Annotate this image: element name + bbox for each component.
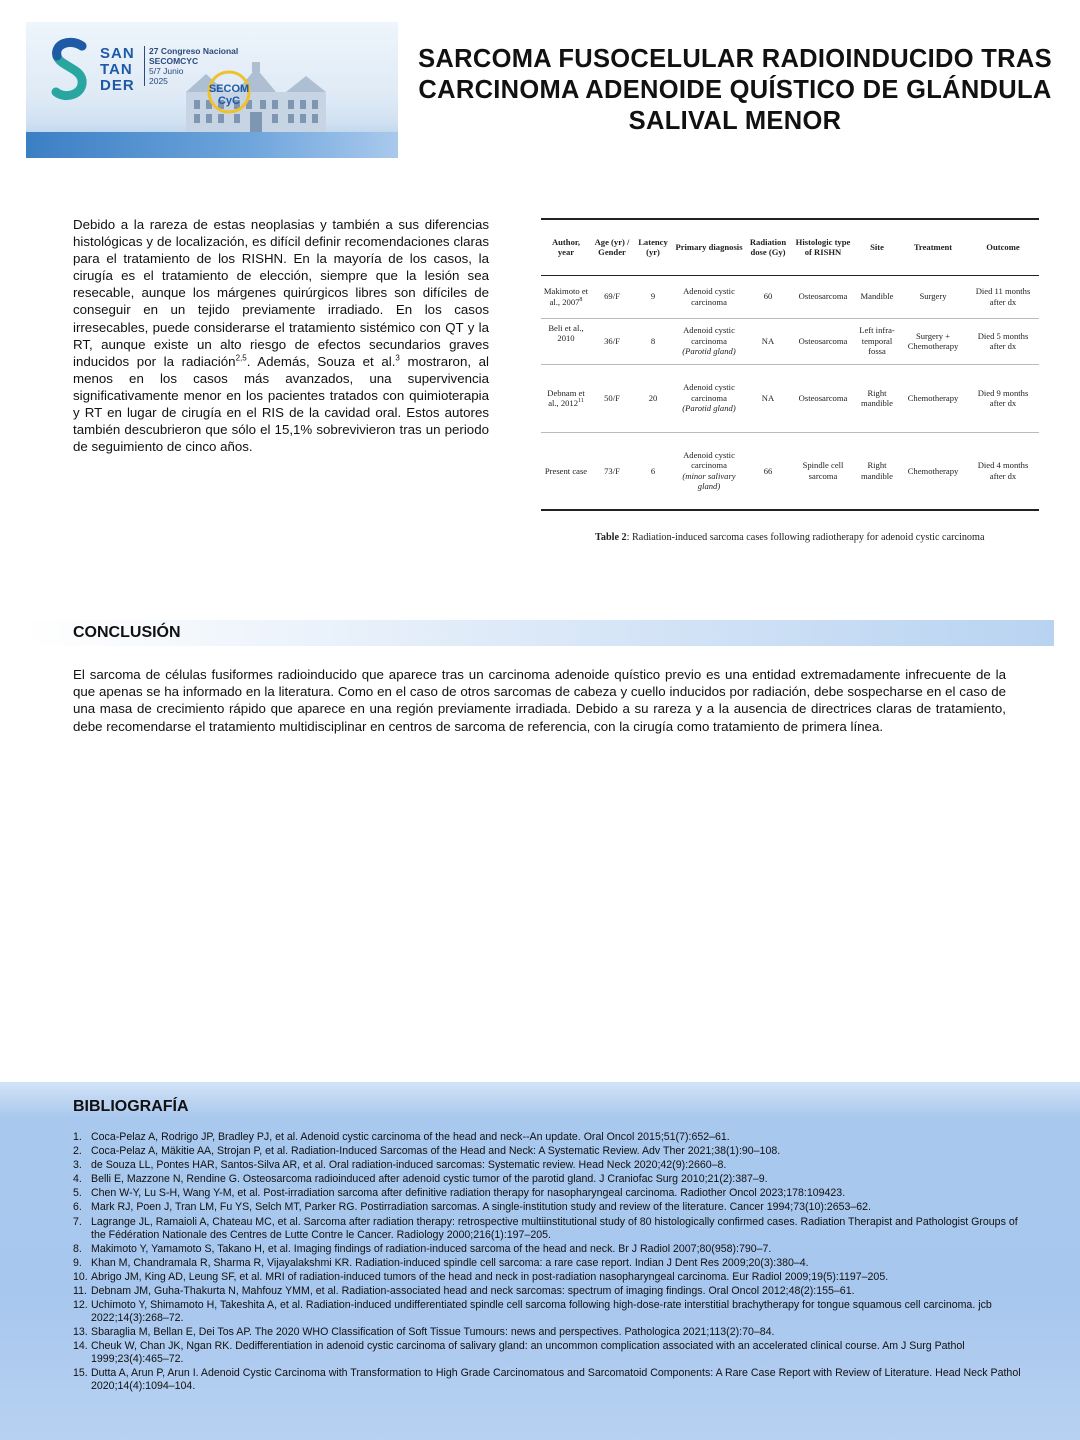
reference-item: 15. Dutta A, Arun P, Arun I. Adenoid Cystic Carcinoma with Transformation to High Grade Carcinomatous and Sarcomatoid Components: A Rare Case Report with Review of Literature. Head Neck Pathol 2020;14(4):1094–104. (73, 1367, 1021, 1393)
cell-diagnosis: Adenoid cystic carcinoma (Parotid gland) (673, 318, 745, 364)
reference-item: 5. Chen W-Y, Lu S-H, Wang Y-M, et al. Post-irradiation sarcoma after definitive radiation therapy for nasopharyngeal carcinoma. Radiother Oncol 2023;178:109423. (73, 1187, 846, 1200)
congress-line: 27 Congreso Nacional (149, 46, 239, 56)
reference-item: 2. Coca-Pelaz A, Mäkitie AA, Strojan P, et al. Radiation-Induced Sarcomas of the Head and Neck: A Systematic Review. Adv Ther 2021;38(1):90–108. (73, 1145, 781, 1158)
congress-line: SECOMCYC (149, 56, 199, 66)
cell-treatment: Chemotherapy (899, 364, 967, 432)
congress-line: 5/7 Junio (149, 66, 184, 76)
reference-item: 1. Coca-Pelaz A, Rodrigo JP, Bradley PJ, et al. Adenoid cystic carcinoma of the head and neck--An update. Oral Oncol 2015;51(7):652–61. (73, 1131, 730, 1143)
reference-item: 6. Mark RJ, Poen J, Tran LM, Fu YS, Selch MT, Parker RG. Postirradiation sarcomas. A single-institution study and review of the literature. Cancer 1994;73(10):2653–62. (73, 1201, 871, 1214)
header-outcome: Outcome (967, 219, 1039, 275)
reference-item: 3. de Souza LL, Pontes HAR, Santos-Silva AR, et al. Oral radiation-induced sarcomas: Systematic review. Head Neck 2020;42(9):2660–8. (73, 1159, 727, 1172)
cases-table-container (541, 218, 1039, 511)
secom-text: CyC (217, 95, 241, 107)
reference-item: 11. Debnam JM, Guha-Thakurta N, Mahfouz YMM, et al. Radiation-associated head and neck sarcomas: spectrum of imaging findings. Oral Oncol 2012;48(2):155–61. (73, 1284, 855, 1297)
secom-text: SECOM (208, 83, 250, 95)
cell-latency: 8 (633, 318, 673, 364)
cell-latency: 6 (633, 432, 673, 510)
conclusion-heading: CONCLUSIÓN (73, 624, 181, 641)
cell-dose: NA (745, 364, 791, 432)
cell-latency: 20 (633, 364, 673, 432)
header-diagnosis: Primary diagnosis (673, 219, 745, 275)
cell-diagnosis: Adenoid cystic carcinoma (673, 275, 745, 318)
cell-histologic: Osteosarcoma (791, 364, 855, 432)
banner-band (26, 132, 398, 158)
cell-treatment: Surgery + Chemotherapy (899, 318, 967, 364)
table-header-row (541, 219, 1039, 275)
cell-age: 50/F (591, 364, 633, 432)
cell-latency: 9 (633, 275, 673, 318)
cell-author: Debnam et al., 2012$^{11}$ (541, 364, 591, 432)
city-line: SAN (100, 45, 135, 62)
cell-age: 36/F (591, 318, 633, 364)
cell-age: 73/F (591, 432, 633, 510)
congress-line: 2025 (149, 76, 168, 86)
reference-item: 10. Abrigo JM, King AD, Leung SF, et al. MRI of radiation-induced tumors of the head and neck in post-radiation nasopharyngeal carcinoma. Eur Radiol 2009;19(5):1197–205. (73, 1270, 889, 1283)
santander-logo-icon (48, 36, 92, 104)
cell-site: Left infra-temporal fossa (855, 318, 899, 364)
table-row (541, 364, 1039, 432)
cell-dose: 60 (745, 275, 791, 318)
header-latency: Latency (yr) (633, 219, 673, 275)
cell-site: Mandible (855, 275, 899, 318)
header-dose: Radiation dose (Gy) (745, 219, 791, 275)
bibliography-heading: BIBLIOGRAFÍA (73, 1098, 189, 1115)
reference-item: 4. Belli E, Mazzone N, Rendine G. Osteosarcoma radioinduced after adenoid cystic tumor of the parotid gland. J Craniofac Surg 2010;21(2):387–9. (73, 1173, 768, 1186)
header-site: Site (855, 219, 899, 275)
cell-histologic: Spindle cell sarcoma (791, 432, 855, 510)
cell-histologic: Osteosarcoma (791, 275, 855, 318)
cell-dose: 66 (745, 432, 791, 510)
cell-histologic: Osteosarcoma (791, 318, 855, 364)
header-treatment: Treatment (899, 219, 967, 275)
discussion-paragraph: Debido a la rareza de estas neoplasias y también a sus diferencias histológicas y de localización, es difícil definir recomendaciones claras para el tratamiento de los RISHN. En la mayoría de los casos, la cirugía es el tratamiento de elección, siempre que la lesión sea resecable, aunque los márgenes quirúrgicos libres son difíciles de conseguir en un tejido previamente irradiado. En los casos irresecables, puede considerarse el tratamiento sistémico con QT y la RT, aunque existe un alto riesgo de efectos secundarios graves inducidos por la radiación$^{2,5}$. Además, Souza et al.$^3$ mostraron, al menos en los casos más avanzados, una supervivencia significativamente menor en los pacientes tratados con quimioterapia y RT en lugar de cirugía en el RIS de la cavidad oral. Estos autores también descubrieron que sólo el 15,1% sobrevivieron tras un periodo de seguimiento de cinco años. (73, 217, 490, 455)
cell-author: Present case (541, 432, 591, 510)
cell-outcome: Died 4 months after dx (967, 432, 1039, 510)
bibliography-list (73, 1131, 1035, 1394)
city-logotype (100, 46, 135, 94)
table-row (541, 275, 1039, 318)
cell-treatment: Surgery (899, 275, 967, 318)
cell-outcome: Died 11 months after dx (967, 275, 1039, 318)
header-histologic: Histologic type of RISHN (791, 219, 855, 275)
cell-treatment: Chemotherapy (899, 432, 967, 510)
reference-item: 8. Makimoto Y, Yamamoto S, Takano H, et al. Imaging findings of radiation-induced sarcoma of the head and neck. Br J Radiol 2007;80(958):790–7. (73, 1242, 772, 1255)
header-author: Author, year (541, 219, 591, 275)
city-line: TAN (100, 61, 133, 78)
cell-age: 69/F (591, 275, 633, 318)
reference-item: 12. Uchimoto Y, Shimamoto H, Takeshita A, et al. Radiation-induced undifferentiated spindle cell sarcoma following high-dose-rate interstitial brachytherapy for tongue squamous cell carcinoma. jcb 2022;14(3):268–72. (73, 1299, 992, 1325)
cell-diagnosis: Adenoid cystic carcinoma (Parotid gland) (673, 364, 745, 432)
cell-dose: NA (745, 318, 791, 364)
cell-diagnosis: Adenoid cystic carcinoma (minor salivary gland) (673, 432, 745, 510)
congress-banner (26, 22, 398, 158)
cell-outcome: Died 9 months after dx (967, 364, 1039, 432)
cell-outcome: Died 5 months after dx (967, 318, 1039, 364)
cell-site: Right mandible (855, 432, 899, 510)
conclusion-text: El sarcoma de células fusiformes radioinducido que aparece tras un carcinoma adenoide quístico previo es una entidad extremadamente infrecuente de la que apenas se ha informado en la literatura. Como en el caso de otros sarcomas de cabeza y cuello inducidos por radiación, debe sospecharse en el caso de una masa de crecimiento rápido que aparece en una región previamente irradiada. Debido a su rareza y a la ausencia de directrices claras de tratamiento, debe recomendarse el tratamiento multidisciplinar en centros de sarcoma de referencia, con la cirugía como tratamiento de primera línea. (73, 667, 1006, 734)
cell-author: Beli et al., 2010 (541, 318, 591, 364)
cases-table (541, 218, 1039, 511)
table-row (541, 432, 1039, 510)
header-age: Age (yr) / Gender (591, 219, 633, 275)
table-caption: Table 2: Radiation-induced sarcoma cases following radiotherapy for adenoid cystic carcinoma (595, 532, 985, 543)
secomcyc-logo-icon (198, 70, 260, 114)
cell-site: Right mandible (855, 364, 899, 432)
table-row (541, 318, 1039, 364)
poster-title: SARCOMA FUSOCELULAR RADIOINDUCIDO TRAS CARCINOMA ADENOIDE QUÍSTICO DE GLÁNDULA SALIVAL MENOR (418, 45, 1052, 135)
reference-item: 7. Lagrange JL, Ramaioli A, Chateau MC, et al. Sarcoma after radiation therapy: retrospective multiinstitutional study of 80 histologically confirmed cases. Radiation Therapist and Pathologist Groups of the Fédération Nationale des Centres de Lutte Contre le Cancer. Radiology 2000;216(1):197–205. (73, 1215, 1018, 1241)
reference-item: 9. Khan M, Chandramala R, Sharma R, Vijayalakshmi KR. Radiation-induced spindle cell sarcoma: a rare case report. Indian J Dent Res 2009;20(3):380–4. (73, 1256, 809, 1269)
cell-author: Makimoto et al., 2007$^8$ (541, 275, 591, 318)
city-line: DER (100, 77, 135, 94)
reference-item: 14. Cheuk W, Chan JK, Ngan RK. Dedifferentiation in adenoid cystic carcinoma of salivary gland: an uncommon complication associated with an accelerated clinical course. Am J Surg Pathol 1999;23(4):465–72. (73, 1340, 965, 1366)
reference-item: 13. Sbaraglia M, Bellan E, Dei Tos AP. The 2020 WHO Classification of Soft Tissue Tumours: news and perspectives. Pathologica 2021;113(2):70–84. (73, 1326, 775, 1339)
